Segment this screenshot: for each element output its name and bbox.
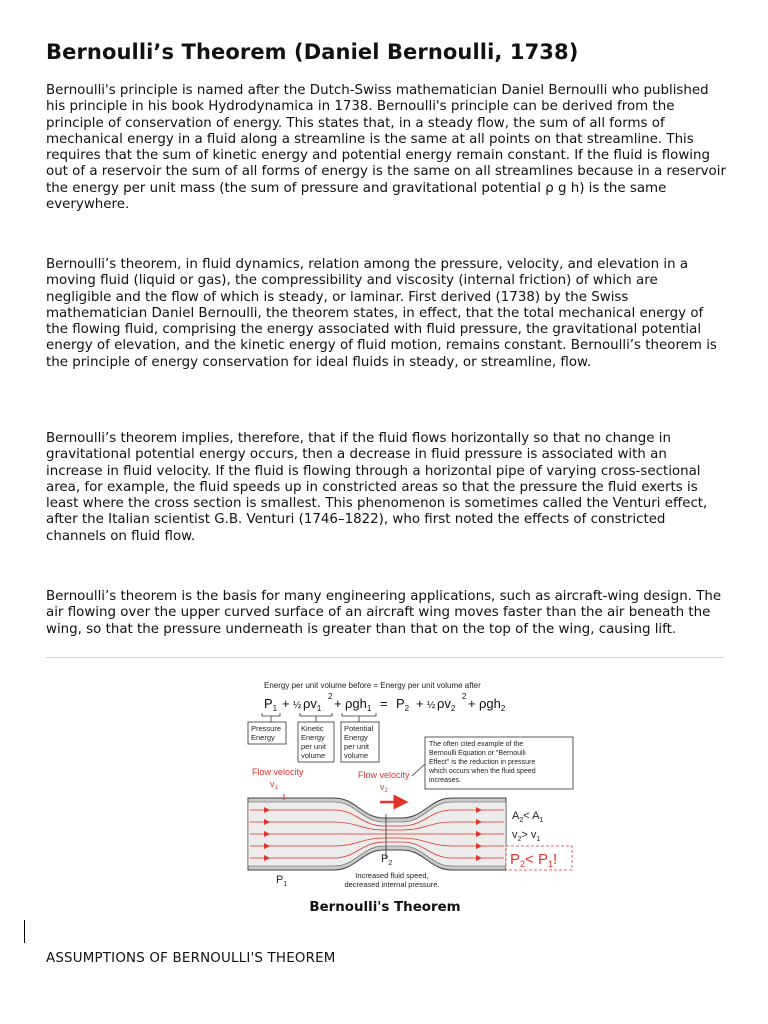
- svg-text:volume: volume: [344, 751, 369, 760]
- svg-text:Flow velocity: Flow velocity: [358, 770, 410, 780]
- pressure-relation: [506, 846, 572, 870]
- box-potential-energy: [341, 722, 379, 762]
- svg-text:which occurs when the fluid sp: which occurs when the fluid speed: [429, 768, 536, 775]
- svg-text:Flow velocity: Flow velocity: [252, 767, 304, 777]
- paragraph-applications: Bernoulli’s theorem is the basis for many engineering applications, such as aircraft-wing design. The air flowing over the upper curved surface of an aircraft wing moves faster than the air beneath the wing, so that the pressure underneath is greater than that on the top of the wing, causing lift.: [46, 589, 722, 637]
- svg-text:+: +: [334, 696, 342, 711]
- paragraph-definition: Bernoulli’s theorem, in fluid dynamics, relation among the pressure, velocity, and elevation in a moving fluid (liquid or gas), the compressibility and viscosity (internal friction) of which are negligible and the flow of which is steady, or laminar. First derived (1738) by the Swiss mathematician Daniel Bernoulli, the theorem states, in effect, that the total mechanical energy of the flowing fluid, comprising the energy associated with fluid pressure, the gravitational potential energy of elevation, and the kinetic energy of fluid motion, remains constant. Bernoulli’s theorem is the principle of energy conservation for ideal fluids in steady, or streamline, flow.: [46, 257, 717, 370]
- area-relation: [512, 810, 543, 824]
- flow-velocity-1-label: [252, 767, 304, 791]
- velocity-relation: [512, 829, 540, 843]
- svg-text:P2< P1!: $P_2< P_1$!: [510, 851, 558, 869]
- svg-text:Bernoulli Equation or "Bernoul: Bernoulli Equation or "Bernoulli: [429, 750, 526, 757]
- svg-text:=: =: [380, 696, 388, 711]
- svg-text:Effect" is the reduction in pr: Effect" is the reduction in pressure: [429, 759, 536, 766]
- svg-text:Energy: Energy: [251, 733, 275, 742]
- horizontal-divider: [46, 657, 724, 658]
- section-heading: ASSUMPTIONS OF BERNOULLI'S THEOREM: [46, 951, 336, 966]
- text-cursor: [24, 920, 25, 943]
- svg-text:volume: volume: [301, 751, 326, 760]
- svg-text:Potential: Potential: [344, 724, 374, 733]
- box-pressure-energy: [248, 722, 286, 744]
- svg-text:ρv2: $\rho v_2$: [437, 696, 456, 713]
- svg-text:+: +: [416, 696, 424, 711]
- svg-text:ρgh1: ρgh$_1$: [345, 696, 372, 713]
- paragraph-venturi: Bernoulli’s theorem implies, therefore, that if the fluid flows horizontally so that no change in gravitational potential energy occurs, then a decrease in fluid pressure is associated with an increase in fluid velocity. If the fluid is flowing through a horizontal pipe of varying cross-sectional area, for example, the fluid speeds up in constricted areas so that the pressure the fluid exerts is least where the cross section is smallest. This phenomenon is sometimes called the Venturi effect, after the Italian scientist G.B. Venturi (1746–1822), who first noted the effects of constricted channels on fluid flow.: [46, 431, 708, 544]
- venturi-pipe: [248, 798, 506, 870]
- svg-text:½: ½: [293, 700, 302, 711]
- svg-text:Pressure: Pressure: [251, 724, 282, 733]
- svg-text:The often cited example of the: The often cited example of the: [429, 741, 524, 748]
- svg-text:decreased internal pressure.: decreased internal pressure.: [344, 880, 440, 889]
- svg-text:2: 2: [462, 692, 467, 701]
- p2-label: $P_2$: [381, 853, 393, 867]
- svg-text:A2< A1: $A_2< A_1$: [512, 810, 544, 824]
- svg-text:per unit: per unit: [301, 742, 327, 751]
- svg-text:v2: $v_2$: [380, 782, 388, 794]
- figure-caption: Bernoulli's Theorem: [309, 900, 461, 915]
- paragraph-intro: Bernoulli's principle is named after the Dutch-Swiss mathematician Daniel Bernoulli who published his principle in his book Hydrodynamica in 1738. Bernoulli's principle can be derived from the principle of conservation of energy. This states that, in a steady flow, the sum of all forms of mechanical energy in a fluid along a streamline is the same at all points on that streamline. This requires that the sum of kinetic energy and potential energy remain constant. If the fluid is flowing out of a reservoir the sum of all forms of energy is the same on all streamlines because in a reservoir the energy per unit mass (the sum of pressure and gravitational potential ρ g h) is the same everywhere.: [46, 83, 726, 213]
- svg-text:2: 2: [328, 692, 333, 701]
- bernoulli-diagram: [244, 676, 578, 894]
- page-title: Bernoulli’s Theorem (Daniel Bernoulli, 1738): [46, 40, 579, 64]
- note-box: [425, 737, 573, 789]
- svg-text:v2> v1: $v_2> v_1$: [512, 829, 541, 843]
- svg-text:+: +: [282, 696, 290, 711]
- svg-text:Energy: Energy: [344, 733, 368, 742]
- p1-label: $P_1$: [276, 874, 288, 888]
- svg-text:increases.: increases.: [429, 777, 461, 784]
- svg-text:+: +: [468, 696, 476, 711]
- svg-text:½: ½: [427, 700, 436, 711]
- box-kinetic-energy: [298, 722, 334, 762]
- svg-text:ρgh2: ρgh$_2$: [479, 696, 506, 713]
- svg-text:P1: $P_1$: [264, 696, 278, 713]
- svg-text:v1: $v_1$: [270, 779, 278, 791]
- diagram-header: Energy per unit volume before = Energy per unit volume after: [264, 681, 481, 690]
- svg-text:P2: $P_2$: [396, 696, 410, 713]
- svg-text:Kinetic: Kinetic: [301, 724, 324, 733]
- svg-text:Energy: Energy: [301, 733, 325, 742]
- svg-text:ρv1: $\rho v_1$: [303, 696, 322, 713]
- svg-text:per unit: per unit: [344, 742, 370, 751]
- flow-velocity-2-label: [358, 770, 410, 794]
- bottom-note: [344, 871, 439, 889]
- bernoulli-equation: [264, 692, 506, 713]
- svg-text:Increased fluid speed,: Increased fluid speed,: [355, 871, 429, 880]
